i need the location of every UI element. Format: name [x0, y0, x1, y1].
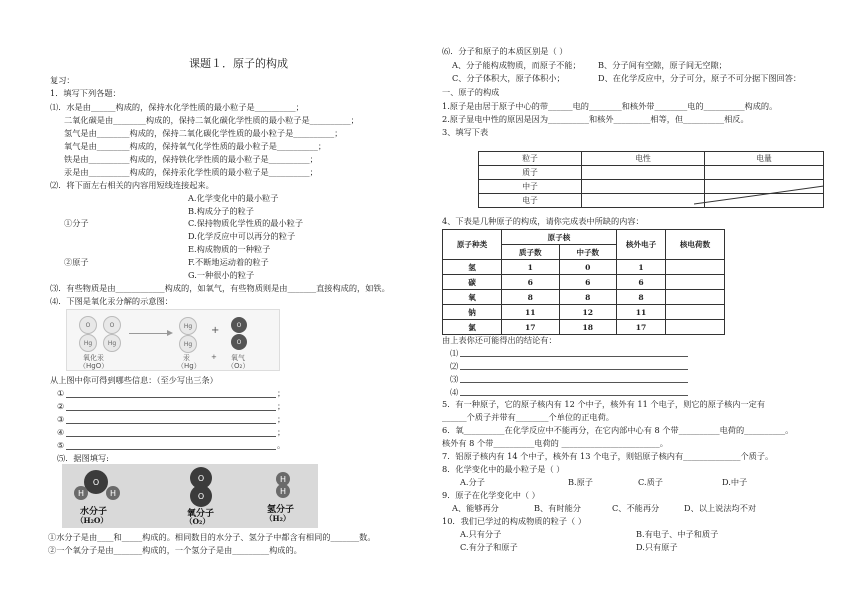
hgo-formula: （HgO） — [79, 362, 109, 370]
atom-table-prompt: 4、下表是几种原子的构成，请你完成表中所缺的内容： — [442, 216, 644, 226]
conclusion-3: ⑶ — [450, 374, 459, 384]
atom-composition-table — [442, 229, 725, 335]
oxygen-ball-icon: O — [231, 334, 247, 350]
table-row — [443, 260, 725, 275]
mercury-ball-icon: Hg — [103, 334, 121, 352]
particle-header: 粒子 — [479, 152, 582, 166]
oxygen-formula: （O₂） — [185, 517, 210, 526]
answer-line-4[interactable] — [66, 436, 276, 437]
fill-line-4: 氧气是由________构成的，保持氧气化学性质的最小粒子是__________； — [64, 141, 327, 151]
hydrogen-caption: 氢分子 — [267, 505, 295, 515]
proton-header: 质子数 — [502, 245, 560, 260]
hgo-caption: 氧化汞 — [83, 354, 104, 362]
answer-bullet-3: ③ — [57, 414, 65, 424]
hg-formula: （Hg） — [177, 362, 201, 370]
conclusion-line-4[interactable] — [460, 395, 688, 396]
neutron-cell: 12 — [559, 305, 617, 320]
option-10b[interactable]: B.有电子、中子和质子 — [636, 529, 719, 539]
element-cell: 碳 — [443, 275, 502, 290]
fill-line-9: ②一个氧分子是由_______构成的，一个氢分子是由_________构成的。 — [48, 545, 302, 555]
question-1: 1．填写下列各题： — [50, 88, 121, 98]
answer-line-2[interactable] — [66, 410, 276, 411]
kind-header: 原子种类 — [443, 230, 502, 260]
conclusion-prompt: 由上表你还可能得出的结论有： — [442, 335, 557, 345]
table-row — [443, 275, 725, 290]
mercury-ball-icon: Hg — [179, 317, 197, 335]
charge-amount-header: 电量 — [705, 152, 824, 166]
option-6d: D、在化学反应中，分子可分，原子不可分据下图回答： — [598, 73, 802, 83]
answer-cell[interactable] — [582, 194, 705, 208]
answer-cell[interactable] — [705, 166, 824, 180]
answer-end-3: ； — [277, 414, 286, 424]
charge-cell[interactable] — [666, 260, 725, 275]
particle-cell: 中子 — [479, 180, 582, 194]
fill-line-6: 汞是由__________构成的，保持汞化学性质的最小粒子是__________； — [64, 167, 318, 177]
element-cell: 钠 — [443, 305, 502, 320]
option-10d[interactable]: D.只有原子 — [636, 542, 678, 552]
fill-line-7: ⑶．有些物质是由____________构成的，如氧气，有些物质则是由_______直接构成的，如铁。 — [50, 283, 390, 293]
match-option-d: D.化学反应中可以再分的粒子 — [188, 231, 296, 241]
fill-line-r2: 2.原子显电中性的原因是因为__________和核外_________相等，但__________相反。 — [442, 114, 749, 124]
option-6b: B、分子间有空隙，原子间无空隙； — [598, 60, 727, 70]
fill-line-8: ①水分子是由____和_____构成的。相同数目的水分子、氢分子中都含有相同的_______数。 — [48, 532, 376, 542]
table-row — [443, 320, 725, 335]
question-9: 9．原子在化学变化中（ ） — [442, 490, 540, 500]
oxygen-atom-icon: O — [84, 470, 108, 494]
fill-line-3: 氢气是由________构成的，保持二氧化碳化学性质的最小粒子是__________； — [64, 128, 343, 138]
hydrogen-atom-icon: H — [74, 486, 88, 500]
question-6-fill: 6．氧__________在化学反应中不能再分，在它内部中心有 8 个带__________电荷的__________。 — [442, 425, 794, 435]
charge-cell[interactable] — [666, 305, 725, 320]
answer-end-5: 。 — [277, 440, 286, 450]
proton-cell: 8 — [502, 290, 560, 305]
option-9c[interactable]: C、不能再分 — [612, 503, 660, 513]
molecules-diagram — [62, 464, 318, 528]
answer-bullet-5: ⑤ — [57, 440, 65, 450]
water-formula: （H₂O） — [76, 516, 108, 525]
table-prompt: 3、填写下表 — [442, 127, 489, 137]
question-6-cont: 核外有 8 个带__________电荷的 ________________________。 — [442, 438, 668, 448]
table-slash-line — [694, 185, 824, 205]
nuclear-charge-header: 核电荷数 — [666, 230, 725, 260]
neutron-cell: 18 — [559, 320, 617, 335]
diagram-intro: ⑷．下图是氧化汞分解的示意图： — [50, 296, 173, 306]
neutron-cell: 0 — [559, 260, 617, 275]
water-caption: 水分子 — [80, 507, 108, 517]
oxygen-ball-icon: O — [79, 316, 97, 334]
option-10a[interactable]: A.只有分子 — [460, 529, 502, 539]
option-6a: A、分子能构成物质，而原子不能； — [452, 60, 581, 70]
answer-cell[interactable] — [582, 166, 705, 180]
answer-bullet-2: ② — [57, 401, 65, 411]
question-5: 5．有一种原子，它的原子核内有 12 个中子，核外有 11 个电子，则它的原子核内一定有 — [442, 399, 766, 409]
info-prompt: 从上图中你可得到哪些信息：（至少写出三条） — [50, 375, 218, 385]
matching-instruction: ⑵．将下面左右相关的内容用短线连接起来。 — [50, 180, 214, 190]
o2-caption: 氧气 — [231, 354, 245, 362]
proton-cell: 11 — [502, 305, 560, 320]
answer-end-4: ； — [277, 427, 286, 437]
answer-bullet-1: ① — [57, 388, 65, 398]
match-option-b: B.构成分子的粒子 — [188, 206, 254, 216]
proton-cell: 1 — [502, 260, 560, 275]
oxygen-ball-icon: O — [103, 316, 121, 334]
table-row — [443, 290, 725, 305]
particle-cell: 质子 — [479, 166, 582, 180]
hg-caption: 汞 — [183, 354, 190, 362]
answer-line-3[interactable] — [66, 423, 276, 424]
o2-formula: （O₂） — [227, 362, 250, 370]
oxygen-atom-icon: O — [190, 485, 212, 507]
answer-cell[interactable] — [582, 180, 705, 194]
option-8a[interactable]: A.分子 — [460, 477, 485, 487]
charge-type-header: 电性 — [582, 152, 705, 166]
option-9d[interactable]: D、以上说法均不对 — [684, 503, 757, 513]
fill-line-1: ⑴．水是由______构成的，保持水化学性质的最小粒子是__________； — [50, 102, 304, 112]
mercury-ball-icon: Hg — [179, 335, 197, 353]
electron-cell: 6 — [617, 275, 666, 290]
match-option-e: E.构成物质的一种粒子 — [188, 244, 271, 254]
hydrogen-atom-icon: H — [276, 484, 290, 498]
proton-cell: 6 — [502, 275, 560, 290]
conclusion-line-2[interactable] — [460, 369, 688, 370]
conclusion-1: ⑴ — [450, 348, 459, 358]
review-label: 复习： — [50, 75, 75, 85]
mercury-ball-icon: Hg — [79, 334, 97, 352]
conclusion-line-1[interactable] — [460, 356, 688, 357]
question-7: 7．铝原子核内有 14 个中子，核外有 13 个电子，则铝原子核内有______________个质子。 — [442, 451, 774, 461]
match-atom: ②原子 — [64, 257, 89, 267]
nucleus-header: 原子核 — [502, 230, 617, 245]
page-title: 课题１．原子的构成 — [189, 57, 288, 70]
particle-cell: 电子 — [479, 194, 582, 208]
electron-cell: 17 — [617, 320, 666, 335]
answer-end-2: ； — [277, 401, 286, 411]
answer-end-1: ； — [277, 388, 286, 398]
table-row — [443, 305, 725, 320]
oxygen-caption: 氧分子 — [187, 509, 215, 519]
mercury-oxide-diagram — [66, 309, 280, 371]
fill-by-figure: ⑸．据图填写: — [57, 453, 109, 463]
charge-cell[interactable] — [666, 320, 725, 335]
hydrogen-formula: （H₂） — [265, 514, 291, 523]
conclusion-2: ⑵ — [450, 361, 459, 371]
fill-line-r1: 1.原子是由居于原子中心的带______电的________和核外带________电的__________构成的。 — [442, 101, 778, 111]
question-6: ⑹．分子和原子的本质区别是（ ） — [442, 46, 568, 56]
match-option-f: F.不断地运动着的粒子 — [188, 257, 269, 267]
option-10c[interactable]: C.有分子和原子 — [460, 542, 518, 552]
match-option-g: G.一种很小的粒子 — [188, 270, 255, 280]
option-6c: C、分子体积大，原子体积小； — [452, 73, 565, 83]
option-9a[interactable]: A、能够再分 — [452, 503, 499, 513]
charge-cell[interactable] — [666, 275, 725, 290]
electron-cell: 1 — [617, 260, 666, 275]
match-molecule: ①分子 — [64, 218, 89, 228]
electron-cell: 8 — [617, 290, 666, 305]
neutron-header: 中子数 — [559, 245, 617, 260]
plus-sign: + — [211, 325, 220, 336]
hydrogen-atom-icon: H — [106, 486, 120, 500]
neutron-cell: 8 — [559, 290, 617, 305]
conclusion-4: ⑷ — [450, 387, 459, 397]
answer-line-5[interactable] — [66, 449, 276, 450]
arrow-right-icon — [167, 330, 173, 336]
question-10: 10．我们已学过的构成物质的粒子（ ） — [442, 516, 587, 526]
option-8b[interactable]: B.原子 — [568, 477, 593, 487]
option-8c[interactable]: C.质子 — [638, 477, 663, 487]
option-9b[interactable]: B、有时能分 — [534, 503, 581, 513]
element-cell: 氧 — [443, 290, 502, 305]
electron-header: 核外电子 — [617, 230, 666, 260]
section-atom-structure: 一、原子的构成 — [442, 87, 500, 97]
fill-line-5: 铁是由__________构成的，保持铁化学性质的最小粒子是__________； — [64, 154, 318, 164]
match-option-a: A.化学变化中的最小粒子 — [188, 193, 279, 203]
option-8d[interactable]: D.中子 — [722, 477, 748, 487]
conclusion-line-3[interactable] — [460, 382, 688, 383]
question-5-cont: ______个质子并带有________个单位的正电荷。 — [442, 412, 614, 422]
oxygen-ball-icon: O — [231, 317, 247, 333]
answer-line-1[interactable] — [66, 397, 276, 398]
arrow-line — [129, 333, 169, 334]
question-8: 8．化学变化中的最小粒子是（ ） — [442, 464, 565, 474]
plus-sign: + — [211, 353, 217, 361]
element-cell: 氢 — [443, 260, 502, 275]
hydrogen-atom-icon: H — [276, 472, 290, 486]
element-cell: 氯 — [443, 320, 502, 335]
electron-cell: 11 — [617, 305, 666, 320]
match-option-c: C.保持物质化学性质的最小粒子 — [188, 218, 304, 228]
oxygen-atom-icon: O — [190, 467, 212, 489]
answer-bullet-4: ④ — [57, 427, 65, 437]
proton-cell: 17 — [502, 320, 560, 335]
neutron-cell: 6 — [559, 275, 617, 290]
fill-line-2: 二氧化碳是由________构成的，保持二氧化碳化学性质的最小粒子是__________； — [64, 115, 359, 125]
charge-cell[interactable] — [666, 290, 725, 305]
